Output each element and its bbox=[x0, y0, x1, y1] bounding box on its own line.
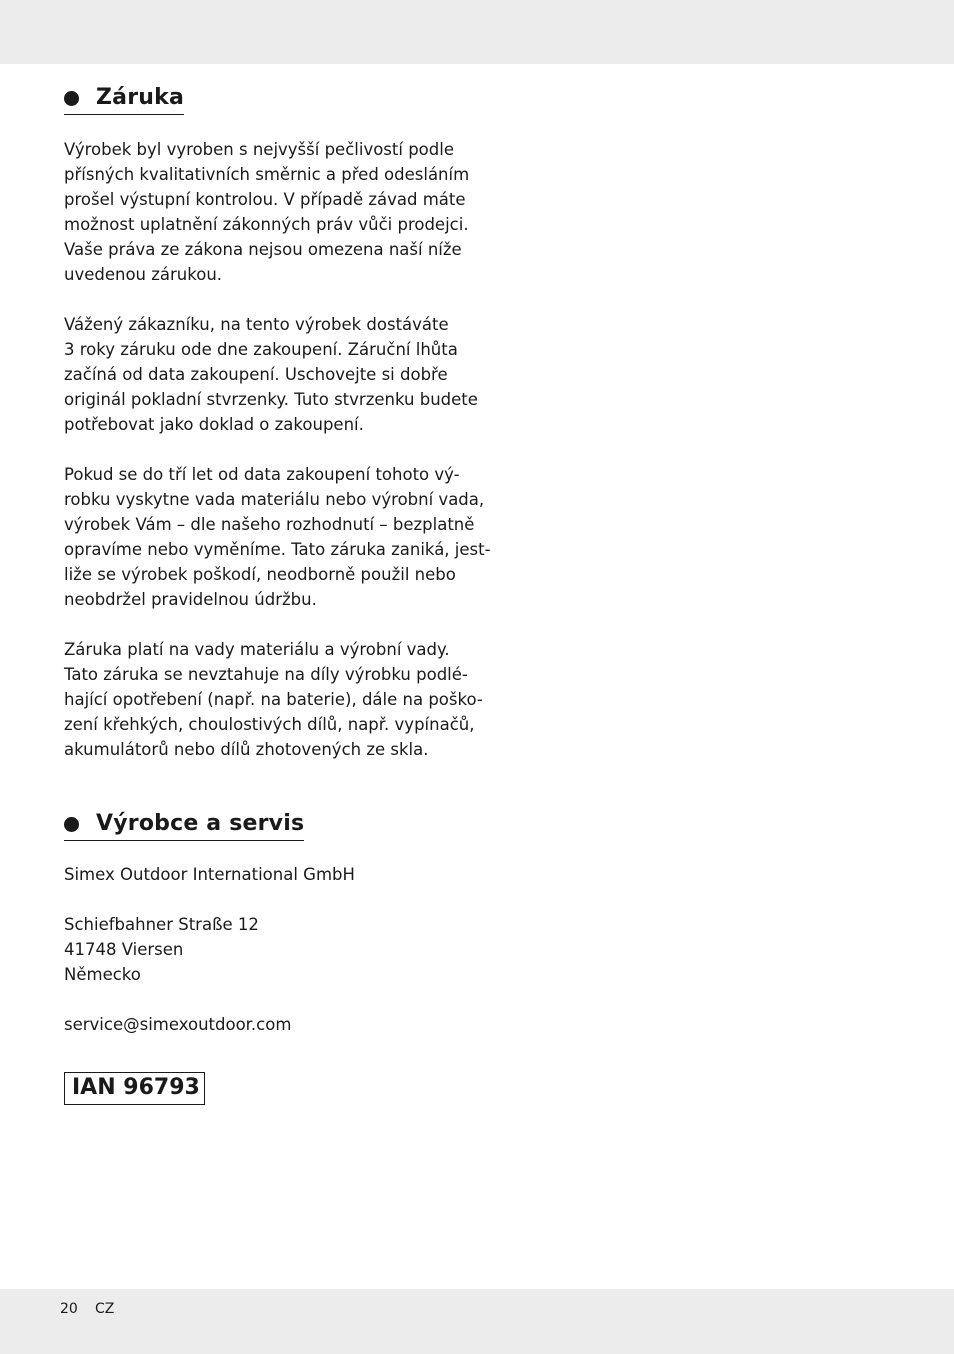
section-heading-vyrobce bbox=[64, 810, 304, 841]
service-email bbox=[64, 1012, 474, 1037]
section-heading-zaruka bbox=[64, 84, 184, 115]
text-line: hající opotřebení (např. na baterie), dále na poško- bbox=[64, 690, 483, 709]
text-line: originál pokladní stvrzenky. Tuto stvrzenku budete bbox=[64, 390, 478, 409]
text-line: 3 roky záruku ode dne zakoupení. Záruční lhůta bbox=[64, 340, 458, 359]
text-line: liže se výrobek poškodí, neodborně použil nebo bbox=[64, 565, 456, 584]
manufacturer-address bbox=[64, 912, 474, 987]
manufacturer-name bbox=[64, 862, 474, 887]
text-line: akumulátorů nebo dílů zhotovených ze skla. bbox=[64, 740, 429, 759]
text-line: Vážený zákazníku, na tento výrobek dostáváte bbox=[64, 315, 449, 334]
address-country: Německo bbox=[64, 965, 141, 984]
paragraph bbox=[64, 137, 474, 287]
text-line: prošel výstupní kontrolou. V případě závad máte bbox=[64, 190, 466, 209]
bottom-band bbox=[0, 1289, 954, 1354]
paragraph bbox=[64, 462, 491, 612]
section-title: Výrobce a servis bbox=[96, 811, 305, 836]
email-text: service@simexoutdoor.com bbox=[64, 1015, 292, 1034]
section-title: Záruka bbox=[96, 85, 184, 110]
text-line: Pokud se do tří let od data zakoupení tohoto vý- bbox=[64, 465, 460, 484]
text-line: Tato záruka se nevztahuje na díly výrobku podlé- bbox=[64, 665, 468, 684]
bullet-icon bbox=[64, 91, 79, 106]
ian-box: IAN 96793 bbox=[64, 1072, 205, 1105]
text-line: Simex Outdoor International GmbH bbox=[64, 865, 355, 884]
top-band bbox=[0, 0, 954, 64]
address-city: 41748 Viersen bbox=[64, 940, 184, 959]
text-line: neobdržel pravidelnou údržbu. bbox=[64, 590, 317, 609]
address-street: Schiefbahner Straße 12 bbox=[64, 915, 259, 934]
text-line: zení křehkých, choulostivých dílů, např. vypínačů, bbox=[64, 715, 475, 734]
text-line: možnost uplatnění zákonných práv vůči prodejci. bbox=[64, 215, 469, 234]
paragraph bbox=[64, 637, 483, 762]
paragraph bbox=[64, 312, 478, 437]
text-line: robku vyskytne vada materiálu nebo výrobní vada, bbox=[64, 490, 485, 509]
text-line: Vaše práva ze zákona nejsou omezena naší níže bbox=[64, 240, 462, 259]
language-code: CZ bbox=[95, 1301, 115, 1317]
bullet-icon bbox=[64, 817, 79, 832]
page-number: 20 bbox=[60, 1301, 78, 1317]
text-line: Výrobek byl vyroben s nejvyšší pečlivostí podle bbox=[64, 140, 454, 159]
text-line: uvedenou zárukou. bbox=[64, 265, 223, 284]
text-line: potřebovat jako doklad o zakoupení. bbox=[64, 415, 364, 434]
text-line: Záruka platí na vady materiálu a výrobní vady. bbox=[64, 640, 450, 659]
text-line: začíná od data zakoupení. Uschovejte si dobře bbox=[64, 365, 448, 384]
text-line: opravíme nebo vyměníme. Tato záruka zaniká, jest- bbox=[64, 540, 491, 559]
text-line: přísných kvalitativních směrnic a před odesláním bbox=[64, 165, 470, 184]
text-line: výrobek Vám – dle našeho rozhodnutí – bezplatně bbox=[64, 515, 475, 534]
